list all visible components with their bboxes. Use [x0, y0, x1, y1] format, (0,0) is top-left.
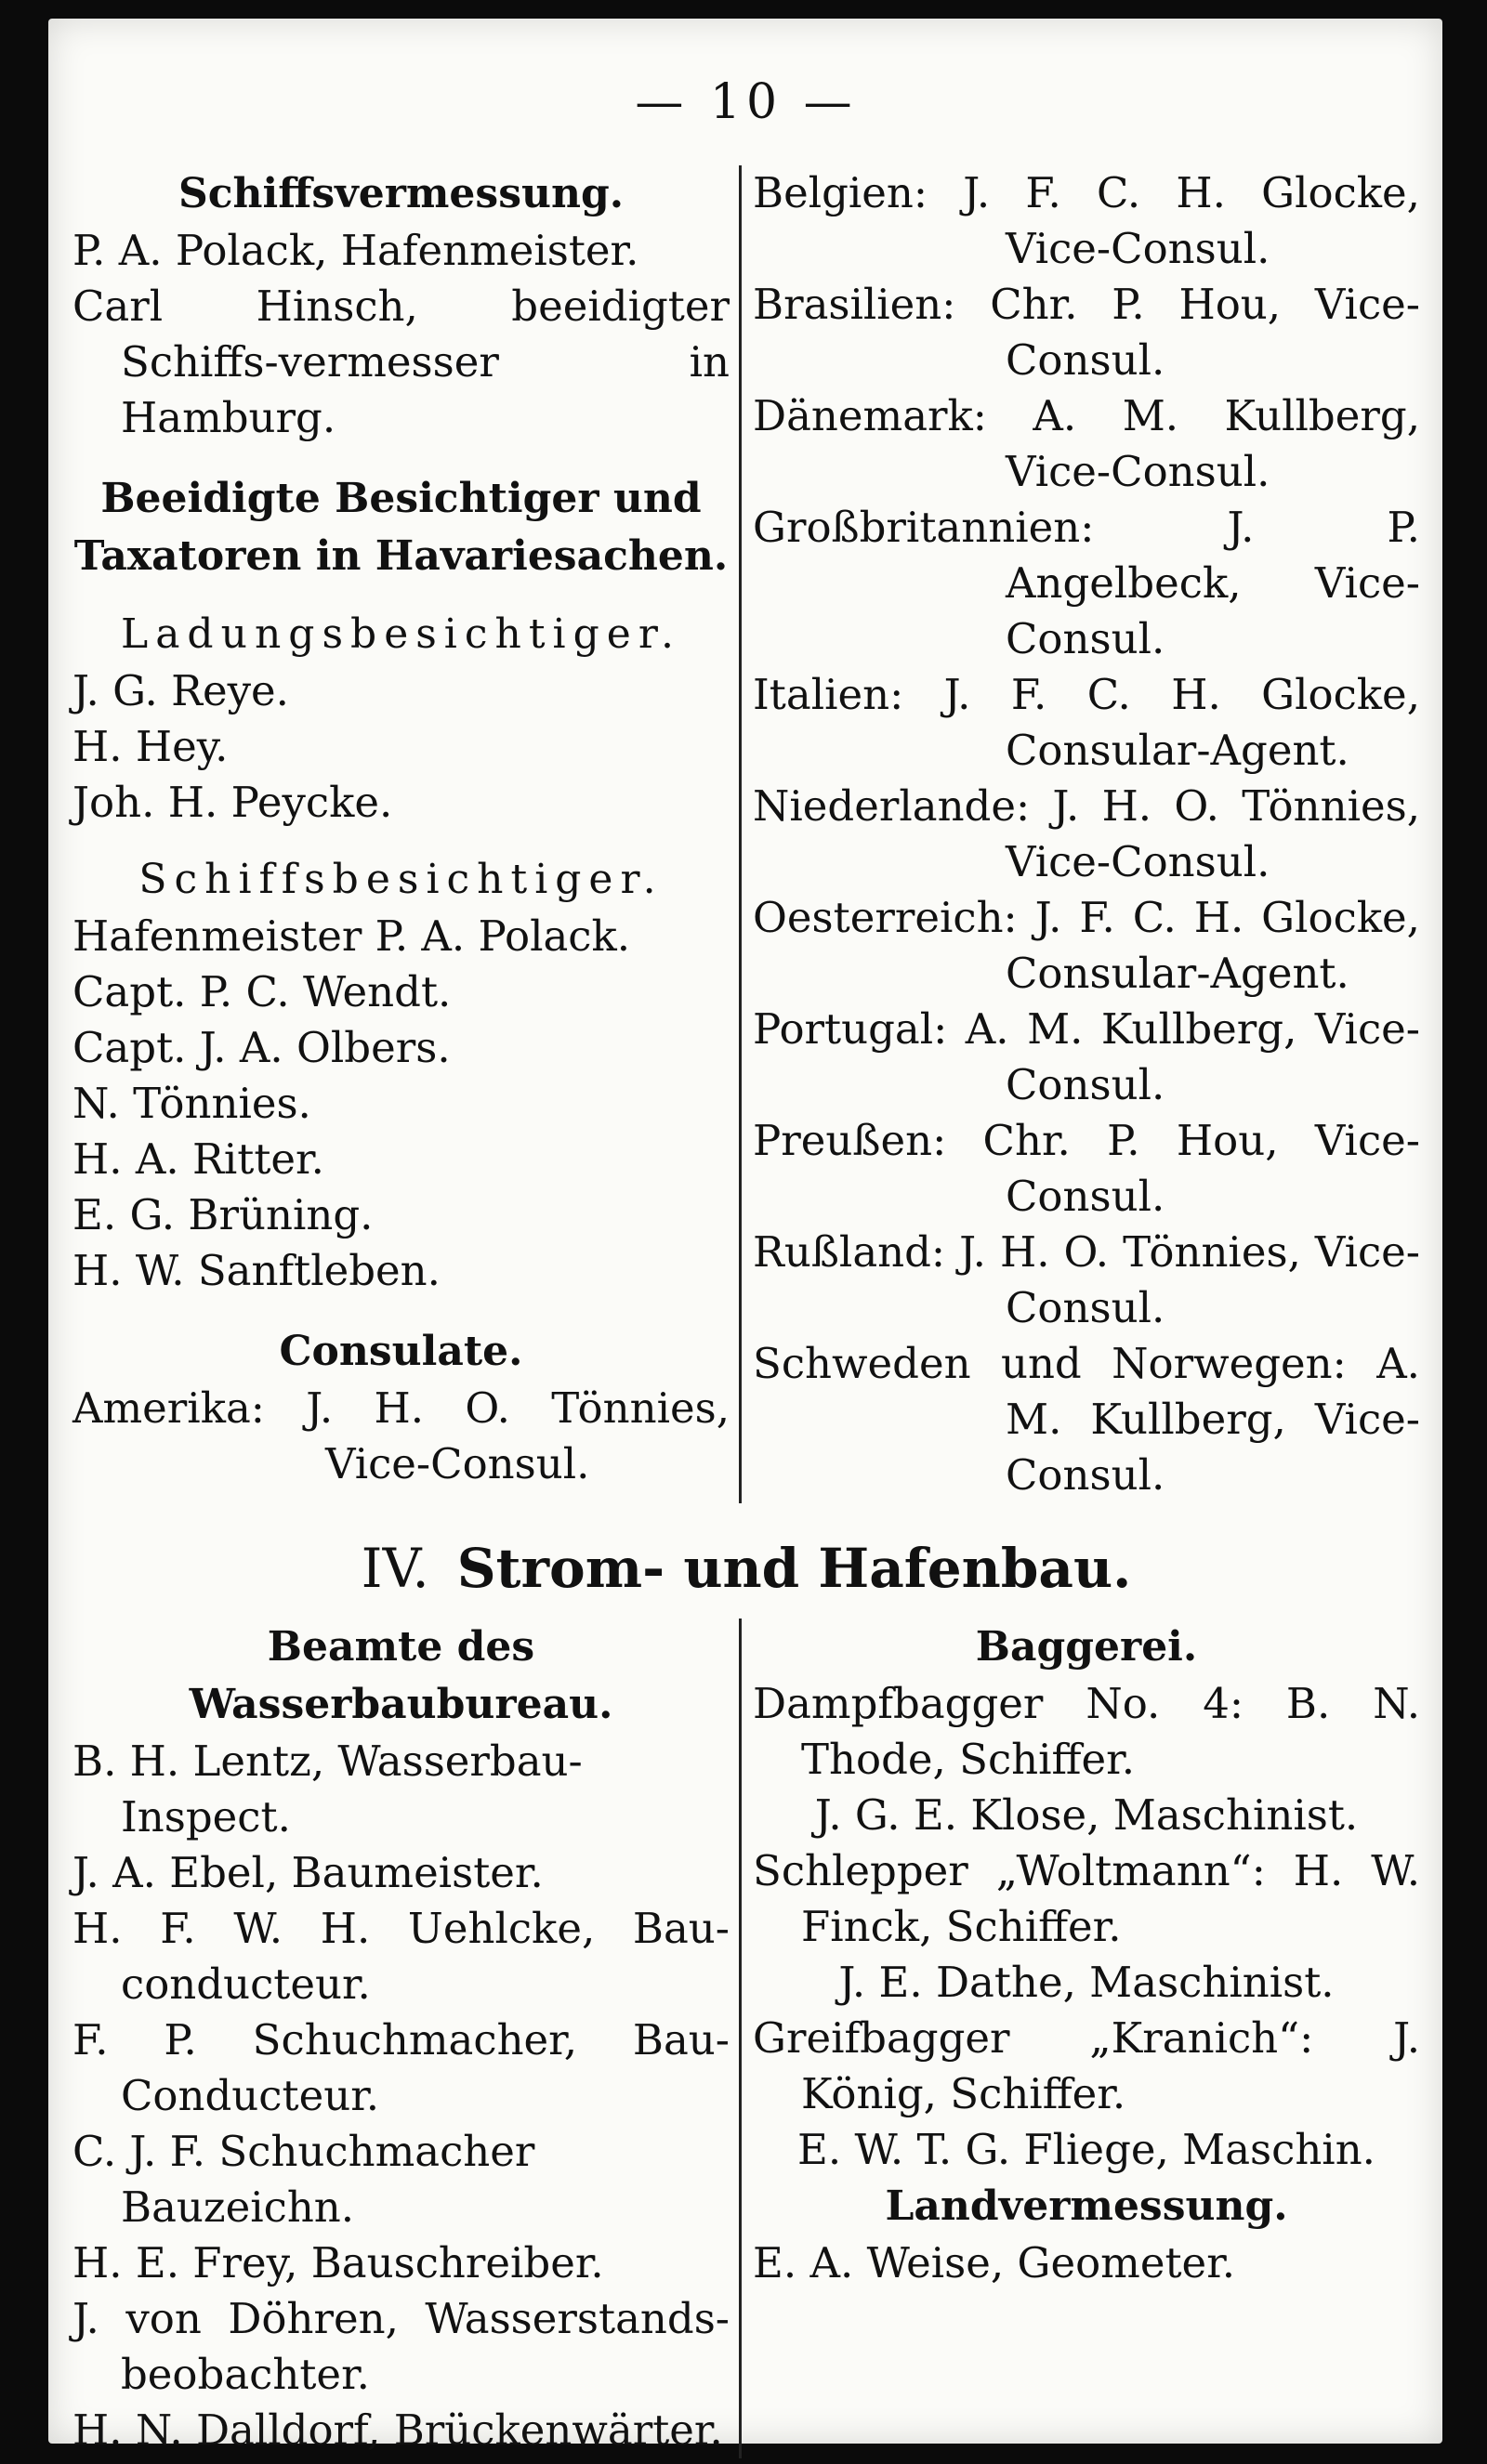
list-item: E. W. T. G. Fliege, Maschin. — [797, 2125, 1375, 2174]
section-4-columns — [72, 1619, 1420, 2458]
heading-schiffsbesichtiger: Schiffsbesichtiger. — [138, 856, 664, 903]
right-column-iv — [739, 1619, 1420, 2458]
list-item: C. J. F. Schuchmacher Bauzeichn. — [72, 2127, 535, 2232]
consul-entry: Brasilien: Chr. P. Hou, Vice-Consul. — [753, 280, 1420, 385]
heading-ladungsbesichtiger: Ladungsbesichtiger. — [120, 610, 682, 658]
right-column — [739, 165, 1420, 1503]
list-item: H. F. W. H. Uehlcke, Bau-conducteur. — [72, 1904, 730, 2009]
list-item: J. E. Dathe, Maschinist. — [838, 1958, 1335, 2007]
list-item: E. A. Weise, Geometer. — [753, 2238, 1236, 2287]
page — [48, 19, 1442, 2455]
list-item: Dampfbagger No. 4: B. N. Thode, Schiffer. — [753, 1679, 1420, 1784]
section-4-heading — [72, 1537, 1420, 1600]
list-item: B. H. Lentz, Wasserbau-Inspect. — [72, 1737, 583, 1841]
heading-baggerei: Baggerei. — [975, 1623, 1198, 1671]
heading-schiffsvermessung: Schiffsvermessung. — [178, 170, 625, 217]
consul-entry: Portugal: A. M. Kullberg, Vice-Consul. — [753, 1004, 1420, 1109]
consul-entry: Schweden und Norwegen: A. M. Kullberg, Vice-Consul. — [753, 1339, 1420, 1500]
heading-besichtiger-line2: Taxatoren in Havariesachen. — [73, 532, 729, 580]
section-4-title: Strom- und Hafenbau. — [456, 1537, 1132, 1600]
list-item: H. W. Sanftleben. — [72, 1246, 441, 1295]
section-4-roman: IV. — [361, 1537, 429, 1600]
list-item: Greifbagger „Kranich“: J. König, Schiffer. — [753, 2013, 1420, 2118]
list-item: H. A. Ritter. — [72, 1134, 324, 1184]
consul-entry: Dänemark: A. M. Kullberg, Vice-Consul. — [753, 391, 1420, 496]
list-item: Carl Hinsch, beeidigter Schiffs-vermesser in Hamburg. — [72, 282, 730, 442]
list-item: E. G. Brüning. — [72, 1190, 374, 1239]
list-item: J. G. Reye. — [72, 666, 289, 715]
list-item: N. Tönnies. — [72, 1079, 311, 1128]
heading-consulate: Consulate. — [279, 1328, 523, 1375]
list-item: H. Hey. — [72, 722, 229, 771]
heading-besichtiger-line1: Beeidigte Besichtiger und — [100, 475, 702, 522]
list-item: Capt. P. C. Wendt. — [72, 967, 452, 1016]
left-column — [72, 165, 739, 1503]
consul-entry: Niederlande: J. H. O. Tönnies, Vice-Consul. — [753, 781, 1420, 886]
heading-wasserbaubureau: Beamte des Wasserbaubureau. — [189, 1623, 613, 1728]
consul-entry: Preußen: Chr. P. Hou, Vice-Consul. — [753, 1116, 1420, 1221]
consul-entry: Großbritannien: J. P. Angelbeck, Vice-Consul. — [753, 503, 1420, 663]
list-item: Amerika: J. H. O. Tönnies, Vice-Consul. — [72, 1383, 730, 1488]
page-number: — 10 — — [635, 74, 858, 130]
list-item: Joh. H. Peycke. — [72, 778, 393, 827]
consul-entry: Oesterreich: J. F. C. H. Glocke, Consular-Agent. — [753, 893, 1420, 998]
list-item: H. N. Dalldorf, Brückenwärter. — [72, 2405, 723, 2455]
heading-landvermessung: Landvermessung. — [885, 2182, 1288, 2230]
list-item: J. von Döhren, Wasserstands-beobachter. — [72, 2294, 730, 2399]
list-item: J. G. E. Klose, Maschinist. — [814, 1790, 1359, 1840]
list-item: Hafenmeister P. A. Polack. — [72, 911, 631, 961]
consul-entry: Belgien: J. F. C. H. Glocke, Vice-Consul. — [753, 168, 1420, 273]
section-3-columns — [72, 165, 1420, 1503]
list-item: H. E. Frey, Bauschreiber. — [72, 2238, 604, 2287]
list-item: Schlepper „Woltmann“: H. W. Finck, Schiffer. — [753, 1846, 1420, 1951]
list-item: P. A. Polack, Hafenmeister. — [72, 226, 639, 275]
list-item: F. P. Schuchmacher, Bau-Conducteur. — [72, 2015, 730, 2120]
consul-entry: Rußland: J. H. O. Tönnies, Vice-Consul. — [753, 1227, 1420, 1332]
consul-entry: Italien: J. F. C. H. Glocke, Consular-Agent. — [753, 670, 1420, 775]
left-column-iv — [72, 1619, 739, 2458]
list-item: Capt. J. A. Olbers. — [72, 1023, 451, 1072]
list-item: J. A. Ebel, Baumeister. — [72, 1848, 544, 1897]
content — [72, 74, 1420, 2458]
